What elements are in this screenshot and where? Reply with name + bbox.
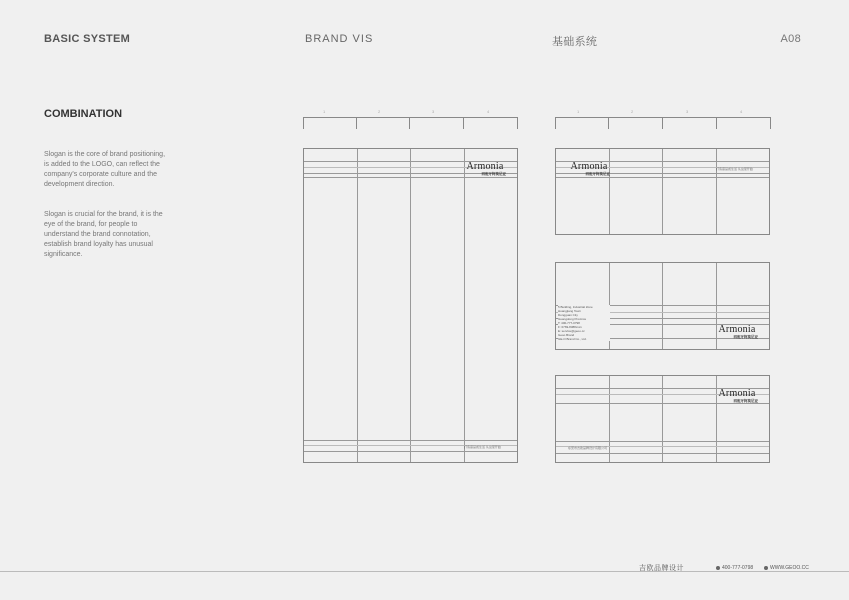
- grid-column-line: [662, 263, 663, 349]
- footer-brand: 吉欧品牌设计: [639, 565, 684, 572]
- ruler-col-number: 2: [631, 109, 634, 114]
- ruler-tick: [716, 117, 717, 129]
- slogan-text: 打造高品质生活 从这里开始: [464, 445, 501, 449]
- grid-row-line: [304, 440, 517, 441]
- address-line: Guangdong Province: [558, 317, 587, 321]
- address-line: 5 Building, Industrial Zone: [558, 305, 593, 309]
- horizontal-combination-sheet-1: [555, 148, 770, 235]
- footer-divider: [0, 571, 849, 572]
- globe-icon: [764, 566, 768, 570]
- ruler-col-number: 3: [686, 109, 689, 114]
- company-name: 东莞市吉欧品牌设计有限公司: [568, 446, 608, 450]
- grid-row-line: [556, 453, 769, 454]
- ruler-line: [303, 117, 517, 118]
- ruler-tick: [517, 117, 518, 129]
- ruler-tick: [463, 117, 464, 129]
- armonia-logo: [568, 162, 610, 177]
- section-title: COMBINATION: [44, 108, 123, 120]
- logo-subtitle: 西班牙阿莫尼亚: [733, 399, 758, 403]
- footer-phone-text: 400-777-0798: [722, 565, 754, 571]
- armonia-logo: [716, 389, 758, 404]
- logo-subtitle: 西班牙阿莫尼亚: [481, 172, 506, 176]
- header-chinese-title: 基础系统: [552, 36, 598, 48]
- vertical-combination-sheet: [303, 148, 518, 463]
- ruler-col-number: 2: [378, 109, 381, 114]
- description-paragraph-1: Slogan is the core of brand positioning, is added to the LOGO, can reflect the company's corporate culture and the development direction.: [44, 151, 166, 188]
- grid-row-line: [304, 451, 517, 452]
- address-line: T: 400-777-0798: [558, 321, 580, 325]
- address-line: F: 0769-8388xxxx: [558, 325, 582, 329]
- page-code: A08: [780, 33, 801, 45]
- horizontal-combination-sheet-3: [555, 375, 770, 463]
- ruler-tick: [608, 117, 609, 129]
- ruler-col-number: 4: [487, 109, 490, 114]
- grid-column-line: [410, 149, 411, 462]
- grid-row-line: [556, 441, 769, 442]
- ruler-tick: [555, 117, 556, 129]
- ruler-col-number: 1: [577, 109, 580, 114]
- grid-row-line: [304, 177, 517, 178]
- address-line: Huangjiang Town: [558, 309, 581, 313]
- ruler-tick: [303, 117, 304, 129]
- address-line: GE-O Brand Co., Ltd.: [558, 337, 587, 341]
- logo-subtitle: 西班牙阿莫尼亚: [733, 335, 758, 339]
- ruler-tick: [662, 117, 663, 129]
- address-block: [558, 305, 610, 341]
- phone-icon: [716, 566, 720, 570]
- footer-website-text: WWW.GEOO.CC: [770, 565, 809, 571]
- logo-wordmark: Armonia: [466, 161, 504, 172]
- ruler-col-number: 1: [323, 109, 326, 114]
- description-paragraph-2: Slogan is crucial for the brand, it is the eye of the brand, for people to understand the brand connotation, establish brand loyalty has unusual significance.: [44, 211, 163, 258]
- grid-row-line: [556, 177, 769, 178]
- footer-phone: [716, 565, 753, 571]
- logo-wordmark: Armonia: [718, 388, 756, 399]
- ruler-tick: [356, 117, 357, 129]
- logo-subtitle: 西班牙阿莫尼亚: [585, 172, 610, 176]
- ruler-col-number: 4: [740, 109, 743, 114]
- header-section-label: BASIC SYSTEM: [44, 33, 131, 45]
- horizontal-combination-sheet-2: [555, 262, 770, 350]
- ruler-col-number: 3: [432, 109, 435, 114]
- armonia-logo: [464, 162, 506, 177]
- address-line: Geoo Brand: [558, 333, 575, 337]
- armonia-logo: [716, 325, 758, 340]
- ruler-tick: [770, 117, 771, 129]
- logo-wordmark: Armonia: [570, 161, 608, 172]
- footer-website[interactable]: [764, 565, 809, 571]
- logo-wordmark: Armonia: [718, 324, 756, 335]
- grid-column-line: [357, 149, 358, 462]
- ruler-tick: [409, 117, 410, 129]
- header-brand-vis: BRAND VIS: [305, 33, 374, 45]
- grid-column-line: [464, 149, 465, 462]
- slogan-text: 打造高品质生活 从这里开始: [716, 167, 753, 171]
- address-line: Dongguan City: [558, 313, 578, 317]
- address-line: E: service@geoo.cc: [558, 329, 585, 333]
